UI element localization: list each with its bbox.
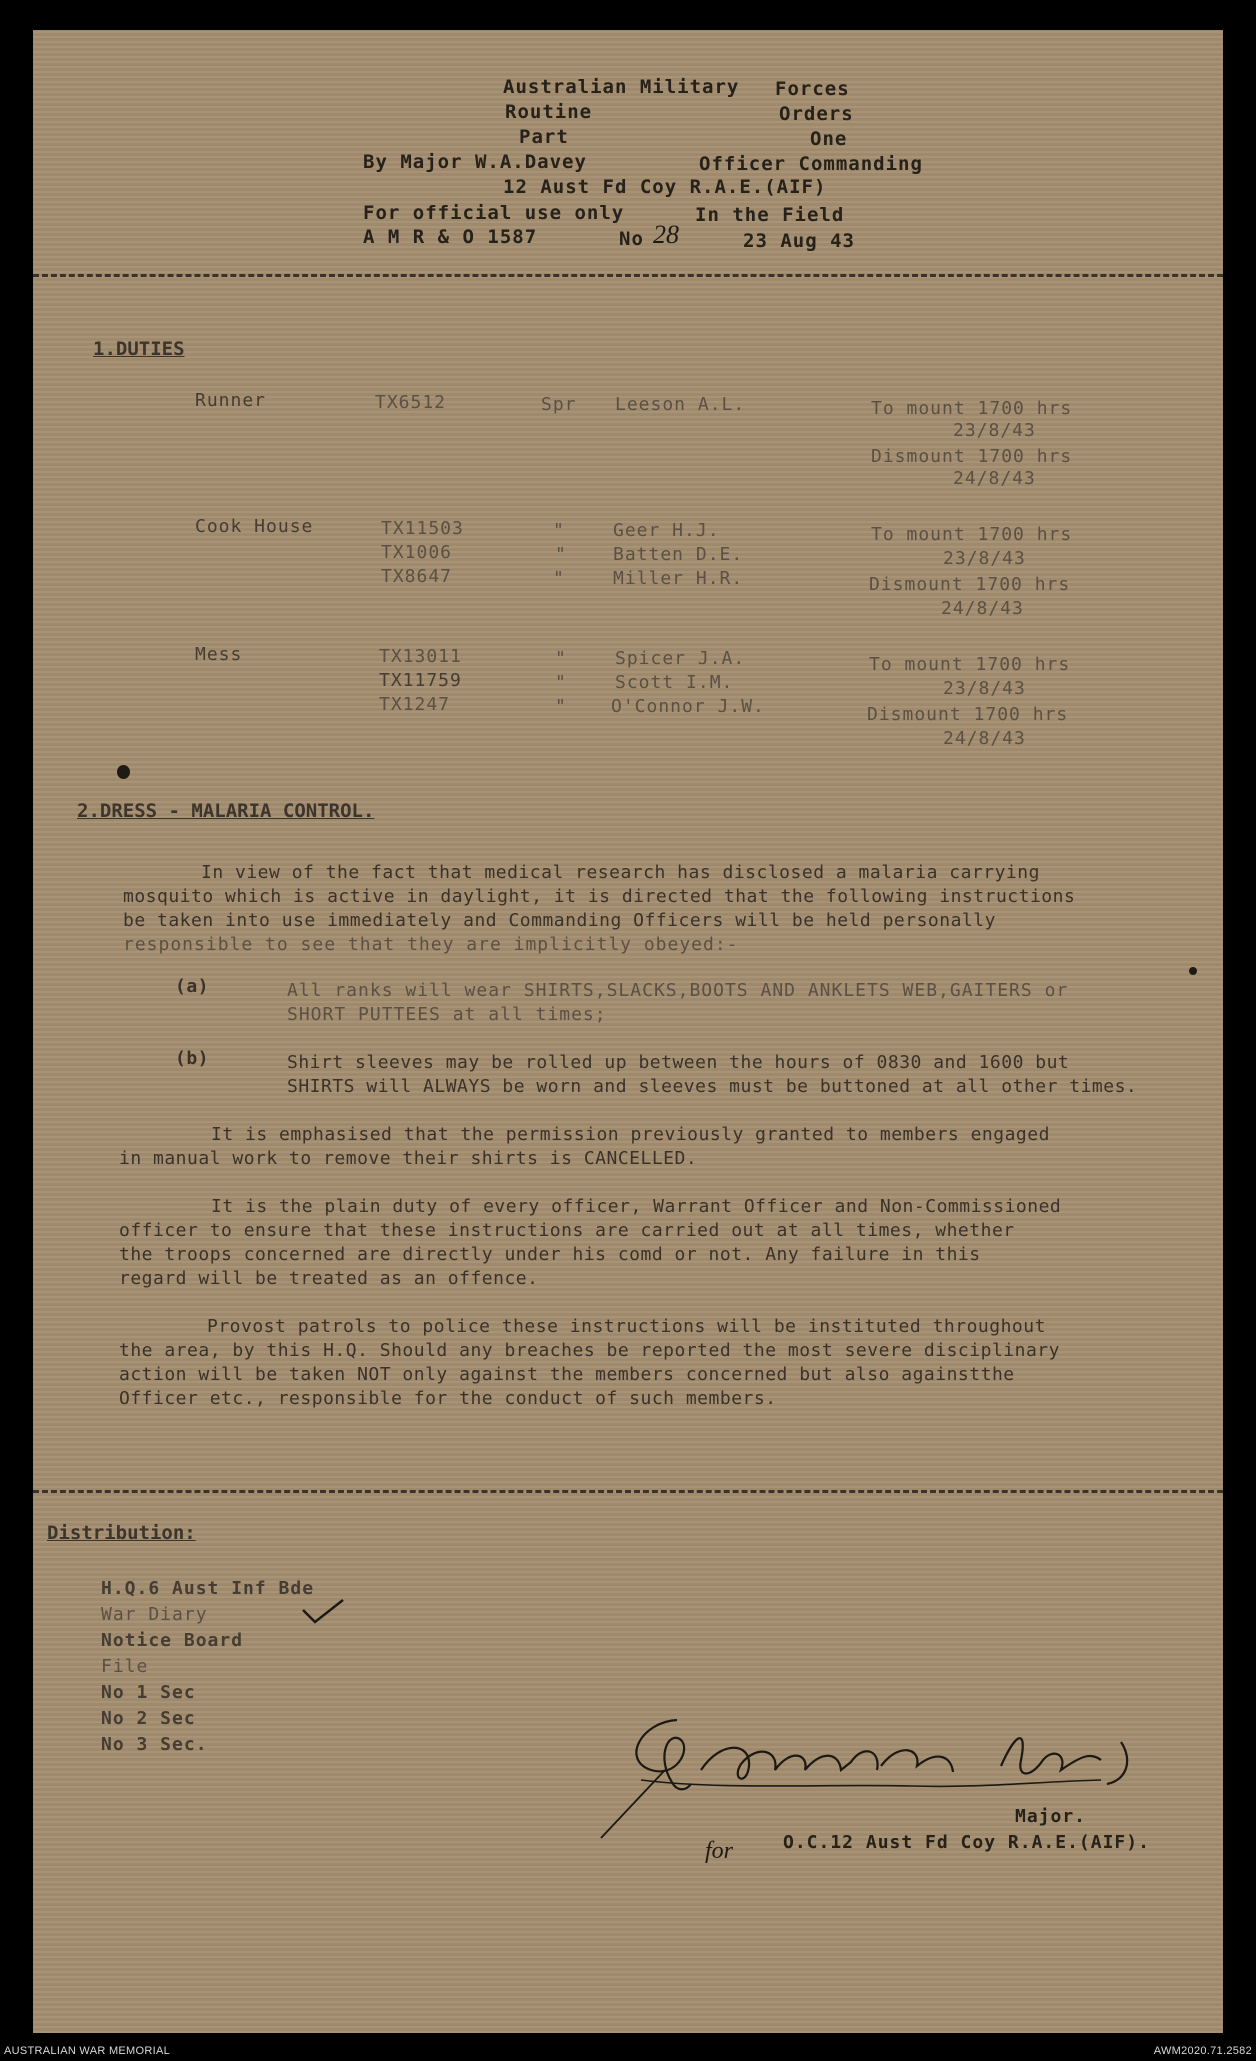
item-a-line: All ranks will wear SHIRTS,SLACKS,BOOTS AND ANKLETS WEB,GAITERS or [287,980,1069,1001]
ink-dot [1189,967,1197,975]
signatory-appointment: O.C.12 Aust Fd Coy R.A.E.(AIF). [783,1832,1150,1853]
document-page [33,30,1223,2033]
duty-dismount: Dismount 1700 hrs [867,704,1069,725]
header-order-number: 28 [653,220,679,249]
header-issued-by: By Major W.A.Davey [363,151,587,173]
duty-number: TX8647 [381,566,453,587]
dress-para2-line: It is emphasised that the permission previously granted to members engaged [211,1124,1050,1145]
distribution-item: File [101,1656,149,1677]
item-a-line: SHORT PUTTEES at all times; [287,1004,607,1025]
duty-post: Mess [195,644,243,665]
duty-dismount-date: 24/8/43 [943,728,1026,749]
handwritten-signature [581,1700,1181,1840]
header-title-left: Australian Military [503,76,740,98]
header-order-number-label: No [619,228,644,250]
duty-rank: Spr [541,394,577,415]
signatory-rank: Major. [1015,1806,1087,1827]
dress-heading: 2.DRESS - MALARIA CONTROL. [77,800,375,822]
duty-dismount: Dismount 1700 hrs [869,574,1071,595]
duty-post: Cook House [195,516,314,537]
duties-heading: 1.DUTIES [93,338,185,360]
header-part-number: One [810,128,848,150]
duty-mount-date: 23/8/43 [953,420,1036,441]
header-part: Part [519,126,569,148]
distribution-item: No 1 Sec [101,1682,196,1703]
duty-rank: " [555,696,567,717]
header-official-use: For official use only [363,202,625,224]
dress-para3-line: It is the plain duty of every officer, Warrant Officer and Non-Commissioned [211,1196,1062,1217]
signature-for-mark: for [705,1838,734,1864]
duty-number: TX11759 [379,670,462,691]
header-title-right: Forces [775,78,850,100]
distribution-heading: Distribution: [47,1522,196,1544]
distribution-item: War Diary [101,1604,208,1625]
header-location: In the Field [695,204,845,226]
duty-dismount-date: 24/8/43 [941,598,1024,619]
duty-name: Spicer J.A. [615,648,746,669]
dress-intro-line: be taken into use immediately and Commanding Officers will be held personally [123,910,996,931]
duty-name: Miller H.R. [613,568,744,589]
dress-para3-line: regard will be treated as an offence. [119,1268,539,1289]
archive-caption-right: AWM2020.71.2582 [1153,2045,1252,2057]
duty-mount: To mount 1700 hrs [871,398,1073,419]
dress-para4-line: Officer etc., responsible for the conduct of such members. [119,1388,777,1409]
duty-name: Scott I.M. [615,672,734,693]
dress-intro-line: In view of the fact that medical research has disclosed a malaria carrying [201,862,1040,883]
duty-post: Runner [195,390,267,411]
duty-number: TX1006 [381,542,453,563]
header-reference: A M R & O 1587 [363,226,538,248]
duty-mount: To mount 1700 hrs [869,654,1071,675]
duty-rank: " [555,544,567,565]
distribution-item: Notice Board [101,1630,244,1651]
distribution-item: No 3 Sec. [101,1734,208,1755]
archive-caption-left: AUSTRALIAN WAR MEMORIAL [4,2045,171,2057]
header-divider [33,274,1223,277]
header-date: 23 Aug 43 [743,230,855,252]
duty-name: Batten D.E. [613,544,744,565]
duty-mount-date: 23/8/43 [943,678,1026,699]
duty-number: TX11503 [381,518,464,539]
duty-name: O'Connor J.W. [611,696,765,717]
header-orders: Orders [779,103,854,125]
duty-mount-date: 23/8/43 [943,548,1026,569]
body-divider [33,1490,1223,1493]
check-mark-icon [301,1598,345,1626]
dress-para3-line: the troops concerned are directly under his comd or not. Any failure in this [119,1244,981,1265]
dress-para2-line: in manual work to remove their shirts is CANCELLED. [119,1148,698,1169]
dress-para4-line: the area, by this H.Q. Should any breaches be reported the most severe disciplinary [119,1340,1060,1361]
item-b-label: (b) [175,1048,210,1069]
duty-rank: " [553,568,565,589]
dress-intro-line: mosquito which is active in daylight, it is directed that the following instructions [123,886,1076,907]
duty-number: TX1247 [379,694,451,715]
duty-dismount-date: 24/8/43 [953,468,1036,489]
ink-blot [117,765,130,779]
header-routine: Routine [505,101,593,123]
duty-rank: " [555,648,567,669]
dress-para3-line: officer to ensure that these instructions are carried out at all times, whether [119,1220,1015,1241]
duty-rank: " [555,672,567,693]
duty-number: TX6512 [375,392,447,413]
duty-dismount: Dismount 1700 hrs [871,446,1073,467]
dress-para4-line: Provost patrols to police these instructions will be instituted throughout [207,1316,1046,1337]
item-b-line: Shirt sleeves may be rolled up between the hours of 0830 and 1600 but [287,1052,1070,1073]
duty-name: Leeson A.L. [615,394,746,415]
duty-mount: To mount 1700 hrs [871,524,1073,545]
duty-number: TX13011 [379,646,462,667]
duty-rank: " [553,520,565,541]
item-a-label: (a) [175,976,210,997]
distribution-item: No 2 Sec [101,1708,196,1729]
header-unit: 12 Aust Fd Coy R.A.E.(AIF) [503,176,827,198]
signature-text [633,1800,634,1801]
header-officer-commanding: Officer Commanding [699,153,923,175]
duty-name: Geer H.J. [613,520,720,541]
item-b-line: SHIRTS will ALWAYS be worn and sleeves must be buttoned at all other times. [287,1076,1138,1097]
dress-intro-line: responsible to see that they are implicitly obeyed:- [123,934,739,955]
dress-para4-line: action will be taken NOT only against the members concerned but also againstthe [119,1364,1015,1385]
distribution-item: H.Q.6 Aust Inf Bde [101,1578,315,1599]
